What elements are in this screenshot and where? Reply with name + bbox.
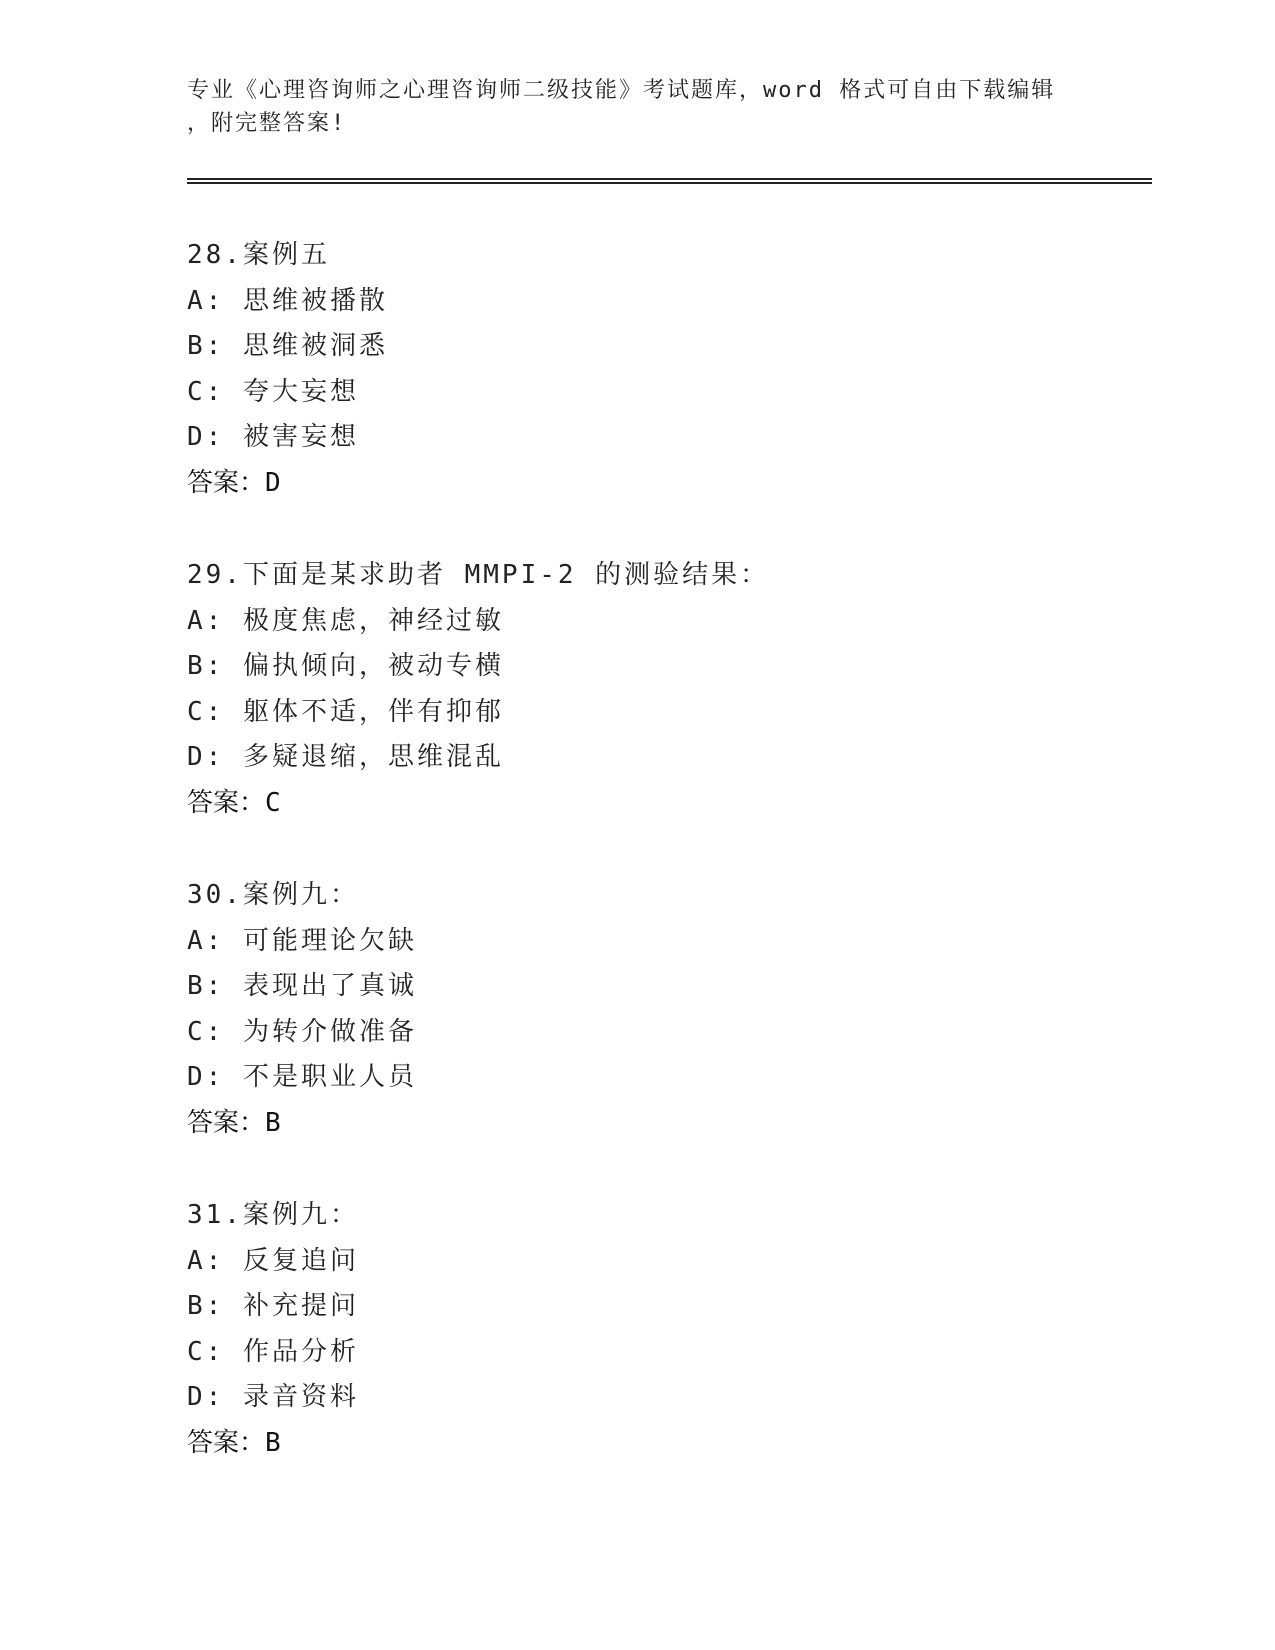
option-c: C: 为转介做准备: [187, 1016, 417, 1047]
answer-line: [187, 1421, 1087, 1467]
question-stem: 30.案例九：: [187, 880, 359, 910]
answer-value: D: [265, 467, 281, 498]
answer-value: B: [265, 1427, 281, 1458]
header-divider-bottom: [187, 182, 1152, 184]
header-divider-top: [187, 178, 1152, 180]
answer-label: 答案：: [187, 1427, 266, 1458]
answer-value: C: [265, 787, 281, 818]
answer-label: 答案：: [187, 787, 266, 818]
question-list: [187, 233, 1087, 1513]
answer-label: 答案：: [187, 1107, 266, 1138]
answer-line: [187, 461, 1087, 507]
option-a: A: 反复追问: [187, 1245, 359, 1276]
question-stem: 28.案例五: [187, 240, 330, 270]
option-b: B: 思维被洞悉: [187, 331, 388, 362]
option-d: D: 录音资料: [187, 1382, 359, 1413]
option-a: A: 思维被播散: [187, 285, 388, 316]
option-a: A: 可能理论欠缺: [187, 925, 417, 956]
option-d: D: 不是职业人员: [187, 1062, 417, 1093]
question-stem: 31.案例九：: [187, 1200, 359, 1230]
option-c: C: 夸大妄想: [187, 376, 359, 407]
answer-label: 答案：: [187, 467, 266, 498]
question-31: [187, 1193, 1087, 1513]
question-28: [187, 233, 1087, 553]
option-d: D: 多疑退缩，思维混乱: [187, 742, 504, 773]
option-b: B: 偏执倾向，被动专横: [187, 651, 504, 682]
header-line-2: ，附完整答案!: [187, 111, 347, 136]
question-30: [187, 873, 1087, 1193]
answer-value: B: [265, 1107, 281, 1138]
option-a: A: 极度焦虑，神经过敏: [187, 605, 504, 636]
option-b: B: 补充提问: [187, 1291, 359, 1322]
option-b: B: 表现出了真诚: [187, 971, 417, 1002]
answer-line: [187, 1101, 1087, 1147]
answer-line: [187, 781, 1087, 827]
question-stem: 29.下面是某求助者 MMPI-2 的测验结果：: [187, 560, 770, 590]
document-header: [187, 74, 1067, 140]
option-d: D: 被害妄想: [187, 422, 359, 453]
question-29: [187, 553, 1087, 873]
option-c: C: 作品分析: [187, 1336, 359, 1367]
header-line-1: 专业《心理咨询师之心理咨询师二级技能》考试题库，word 格式可自由下载编辑: [187, 78, 1056, 103]
option-c: C: 躯体不适，伴有抑郁: [187, 696, 504, 727]
